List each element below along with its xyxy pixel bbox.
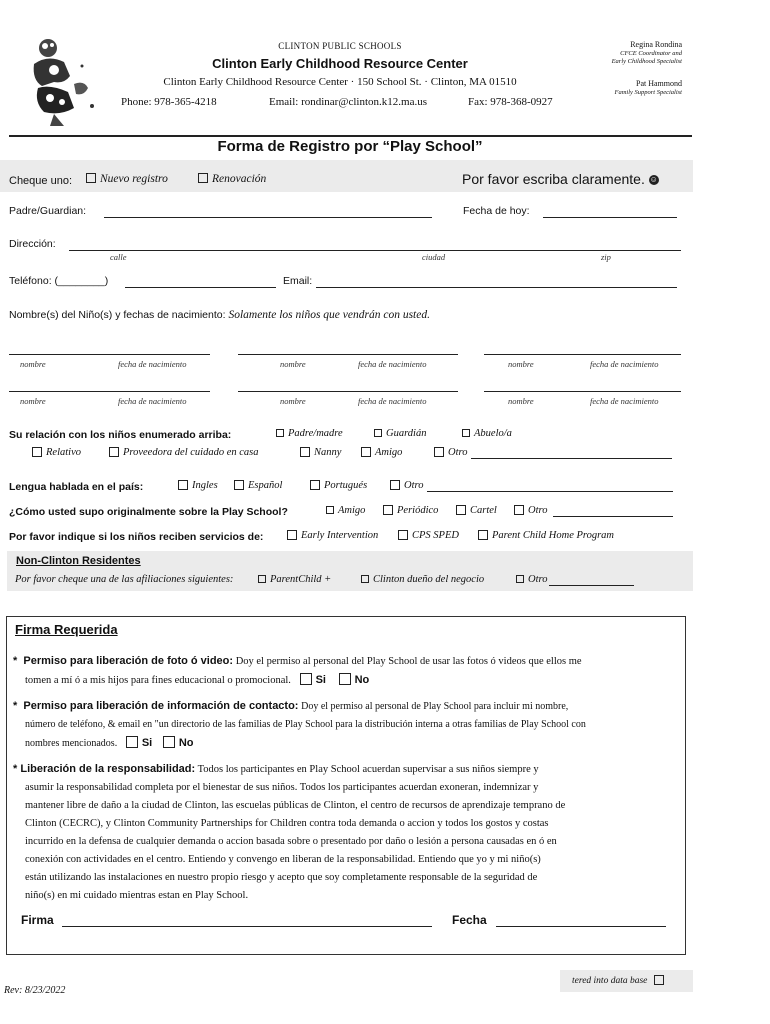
staff1-name: Regina Rondina bbox=[630, 40, 682, 49]
fecha-label: Fecha bbox=[452, 913, 487, 927]
services-option[interactable]: CPS SPED bbox=[398, 530, 459, 541]
relation-other-field[interactable] bbox=[471, 458, 672, 459]
smiley-icon: ☺ bbox=[649, 175, 658, 185]
header-rule bbox=[9, 135, 692, 137]
language-other-field[interactable] bbox=[427, 491, 673, 492]
relation-label: Su relación con los niños enumerado arriba: bbox=[9, 429, 232, 441]
date-label: Fecha de hoy: bbox=[463, 205, 530, 217]
dob-cap: fecha de nacimiento bbox=[358, 396, 427, 406]
addr-street-cap: calle bbox=[110, 252, 127, 262]
write-clearly-note: Por favor escriba claramente. ☺ bbox=[462, 171, 658, 187]
staff1-title-b: Early Childhood Specialist bbox=[611, 58, 682, 65]
non-clinton-option[interactable]: ParentChild + bbox=[258, 574, 331, 585]
dob-cap: fecha de nacimiento bbox=[118, 396, 187, 406]
staff2-name: Pat Hammond bbox=[636, 79, 682, 88]
check-one-label: Cheque uno: bbox=[9, 175, 72, 187]
option-new[interactable]: Nuevo registro bbox=[86, 173, 168, 185]
language-option[interactable]: Portugués bbox=[310, 480, 367, 491]
child-field[interactable] bbox=[484, 354, 681, 355]
firma-label: Firma bbox=[21, 913, 54, 927]
non-clinton-prompt: Por favor cheque una de las afiliaciones siguientes: bbox=[15, 574, 234, 585]
center-email: Email: rondinar@clinton.k12.ma.us bbox=[269, 96, 427, 108]
email-field[interactable] bbox=[316, 287, 677, 288]
non-clinton-option[interactable]: Otro bbox=[516, 574, 547, 585]
dob-cap: fecha de nacimiento bbox=[590, 359, 659, 369]
heard-option[interactable]: Amigo bbox=[326, 505, 365, 516]
firma-field[interactable] bbox=[62, 926, 432, 927]
services-option[interactable]: Early Intervention bbox=[287, 530, 378, 541]
relation-option[interactable]: Padre/madre bbox=[276, 428, 343, 439]
child-field[interactable] bbox=[238, 354, 458, 355]
language-option[interactable]: Ingles bbox=[178, 480, 218, 491]
photo-permission: * Permiso para liberación de foto ó video: Doy el permiso al personal del Play School de usar las fotos ó videos que ellos me tomen a mí ó a mis hijos para fines educacional o promocional. Si No bbox=[13, 655, 582, 686]
services-label: Por favor indique si los niños reciben servicios de: bbox=[9, 531, 264, 543]
heard-label: ¿Cómo usted supo originalmente sobre la Play School? bbox=[9, 506, 288, 518]
relation-option[interactable]: Amigo bbox=[361, 447, 402, 458]
heard-other-field[interactable] bbox=[553, 516, 673, 517]
child-field[interactable] bbox=[238, 391, 458, 392]
heard-option[interactable]: Periódico bbox=[383, 505, 438, 516]
date-field[interactable] bbox=[543, 217, 677, 218]
option-renewal[interactable]: Renovación bbox=[198, 173, 266, 185]
language-option[interactable]: Otro bbox=[390, 480, 423, 491]
checkbox[interactable] bbox=[198, 173, 208, 183]
addr-zip-cap: zip bbox=[601, 252, 611, 262]
phone-label: Teléfono: (________) bbox=[9, 275, 109, 287]
parent-field[interactable] bbox=[104, 217, 432, 218]
center-name: Clinton Early Childhood Resource Center bbox=[212, 56, 468, 71]
signature-title: Firma Requerida bbox=[15, 622, 118, 637]
child-field[interactable] bbox=[9, 391, 210, 392]
relation-option[interactable]: Proveedora del cuidado en casa bbox=[109, 447, 259, 458]
heard-option[interactable]: Cartel bbox=[456, 505, 497, 516]
contact-no-checkbox[interactable] bbox=[163, 736, 175, 748]
name-cap: nombre bbox=[508, 359, 534, 369]
relation-option[interactable]: Abuelo/a bbox=[462, 428, 512, 439]
phone-field[interactable] bbox=[125, 287, 276, 288]
name-cap: nombre bbox=[20, 396, 46, 406]
services-option[interactable]: Parent Child Home Program bbox=[478, 530, 614, 541]
dob-cap: fecha de nacimiento bbox=[358, 359, 427, 369]
children-label: Nombre(s) del Niño(s) y fechas de nacimiento: Solamente los niños que vendrán con usted. bbox=[9, 309, 430, 321]
relation-option[interactable]: Guardián bbox=[374, 428, 426, 439]
staff1-title-a: CFCE Coordinator and bbox=[620, 50, 682, 57]
revision-date: Rev: 8/23/2022 bbox=[4, 985, 66, 996]
name-cap: nombre bbox=[20, 359, 46, 369]
heard-option[interactable]: Otro bbox=[514, 505, 547, 516]
contact-permission: * Permiso para liberación de información de contacto: Doy el permiso al personal de Play School para incluir mi nombre, número de teléfono, & email en "un directorio de las familias de Play School para la distribución interna a otras familias de Play School con nombres mencionados. Si No bbox=[13, 700, 586, 749]
photo-no-checkbox[interactable] bbox=[339, 673, 351, 685]
fecha-field[interactable] bbox=[496, 926, 666, 927]
address-label: Dirección: bbox=[9, 238, 56, 250]
liability-release: * Liberación de la responsabilidad: Todos los participantes en Play School acuerdan supervisar a sus niños siempre y asumir la responsabilidad completa por el bienestar de sus niños. Todos los participantes acuerdan exoneran, indemnizar y mantener libre de daño a la ciudad de Clinton, las escuelas públicas de Clinton, el centro de recursos de aprendizaje temprano de Clinton (CECRC), y Clinton Community Partnerships for Children contra toda demanda o accion y todos los gostos y costas incurrido en la defensa de cualquier demanda o accion basada sobre o presentado por daño o lesión a persona causadas en ó en conexión con actividades en el centro. Entiendo y convengo en liberan de la responsabilidad. Entiendo que yo y mi niño(s) están utilizando las instalaciones en nuestro propio riesgo y acepto que soy completamente responsable de la seguridad de niño(s) en mi cuidado mientras estan en Play School. bbox=[13, 763, 566, 901]
center-phone: Phone: 978-365-4218 bbox=[121, 96, 217, 108]
relation-option[interactable]: Nanny bbox=[300, 447, 341, 458]
parent-label: Padre/Guardian: bbox=[9, 205, 87, 217]
addr-city-cap: ciudad bbox=[422, 252, 446, 262]
address-field[interactable] bbox=[69, 250, 681, 251]
non-clinton-title: Non-Clinton Residentes bbox=[16, 555, 141, 567]
staff2-title: Family Support Specialist bbox=[614, 89, 682, 96]
name-cap: nombre bbox=[280, 396, 306, 406]
non-clinton-option[interactable]: Clinton dueño del negocio bbox=[361, 574, 484, 585]
language-option[interactable]: Español bbox=[234, 480, 282, 491]
relation-option[interactable]: Relativo bbox=[32, 447, 81, 458]
district-name: CLINTON PUBLIC SCHOOLS bbox=[278, 41, 402, 51]
contact-yes-checkbox[interactable] bbox=[126, 736, 138, 748]
non-clinton-other-field[interactable] bbox=[549, 585, 634, 586]
center-fax: Fax: 978-368-0927 bbox=[468, 96, 553, 108]
checkbox[interactable] bbox=[86, 173, 96, 183]
dob-cap: fecha de nacimiento bbox=[118, 359, 187, 369]
entered-checkbox[interactable] bbox=[654, 975, 664, 985]
entered-label: tered into data base bbox=[572, 976, 668, 986]
child-field[interactable] bbox=[9, 354, 210, 355]
name-cap: nombre bbox=[508, 396, 534, 406]
email-label: Email: bbox=[283, 275, 313, 287]
child-field[interactable] bbox=[484, 391, 681, 392]
name-cap: nombre bbox=[280, 359, 306, 369]
relation-option[interactable]: Otro bbox=[434, 447, 467, 458]
form-title: Forma de Registro por “Play School” bbox=[217, 138, 483, 155]
center-address: Clinton Early Childhood Resource Center · 150 School St. · Clinton, MA 01510 bbox=[163, 76, 517, 88]
language-label: Lengua hablada en el país: bbox=[9, 481, 144, 493]
photo-yes-checkbox[interactable] bbox=[300, 673, 312, 685]
dob-cap: fecha de nacimiento bbox=[590, 396, 659, 406]
